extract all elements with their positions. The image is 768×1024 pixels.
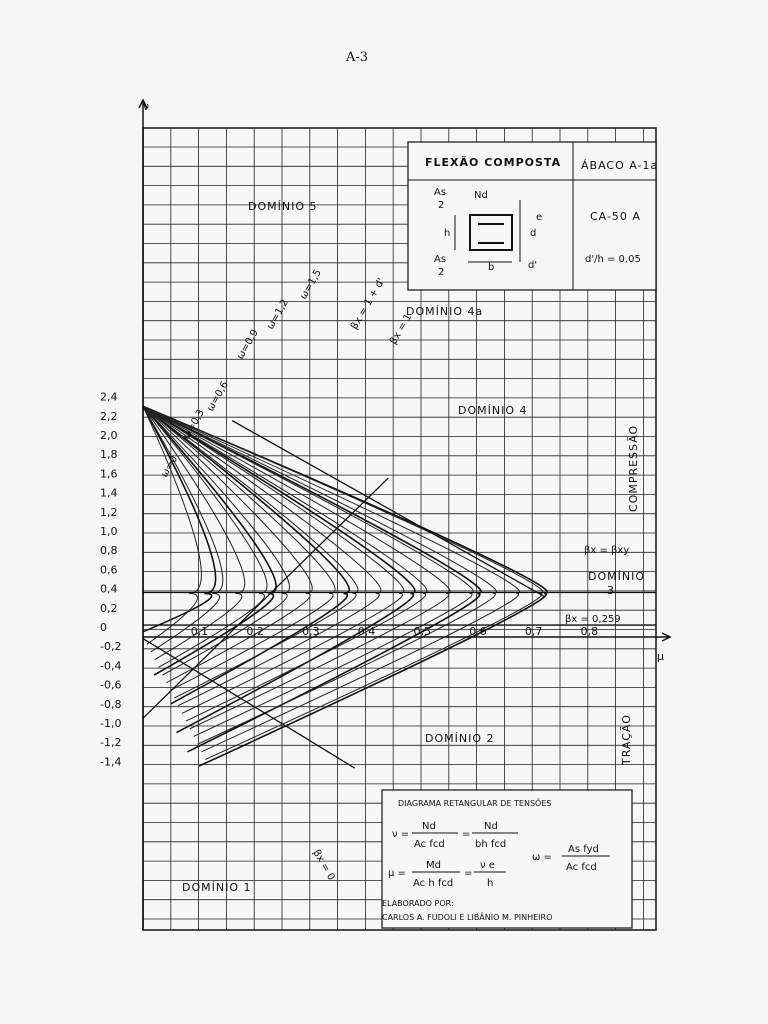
y-tick-label: 2,0 [100,429,118,442]
x-tick-label: 0,8 [580,625,599,638]
tick-labels [100,391,598,769]
w03-label: ω=0,3 [181,407,207,442]
steel-label: CA-50 A [590,210,641,223]
section-as-top: As [434,187,447,198]
y-tick-label: -0,6 [100,678,122,692]
nu-num2: Nd [484,821,498,832]
y-tick-label: 1,8 [100,448,118,462]
x-tick-label: 0,7 [524,625,543,638]
legend-title: DIAGRAMA RETANGULAR DE TENSÕES [398,799,552,808]
y-tick-label: 0,8 [100,544,118,558]
y-tick-label: 0 [100,621,107,634]
bx-0259-label: βx = 0,259 [565,614,621,625]
y-tick-label: 2,4 [100,390,118,404]
domain5-boundary [232,421,544,597]
x-tick-label: 0,6 [469,625,487,638]
nu-lhs: ν = [392,829,410,840]
y-tick-label: 1,0 [100,525,118,538]
w0-label: ω=0 [159,453,181,480]
x-tick-label: 0,1 [190,625,209,638]
dominio2-label: DOMÍNIO 2 [425,732,495,745]
bx-1-label: βx = 1 [388,312,415,347]
y-tick-label: -0,8 [100,697,122,711]
x-tick-label: 0,4 [357,625,376,638]
dominio3-num: 3 [607,584,615,597]
y-tick-label: 0,2 [100,601,118,615]
nu-den2: bh fcd [475,839,507,850]
ratio-label: d'/h = 0,05 [585,254,641,265]
bx-lim-label: βx = βxy [584,545,630,556]
dominio4-label: DOMÍNIO 4 [458,404,528,417]
x-tick-label: 0,5 [413,625,431,638]
omega-num: As fyd [568,844,599,855]
omega-curves [143,406,656,768]
y-tick-label: -1,0 [100,717,122,730]
dominio4a-label: DOMÍNIO 4a [406,305,484,318]
page-label: A-3 [346,50,369,65]
bx0-line [143,639,355,769]
section-as-bot-den: 2 [438,267,445,278]
y-axis-label: ν [143,100,151,113]
mu-num2: ν e [480,860,495,871]
section-d: d [530,228,537,239]
chart-title: FLEXÃO COMPOSTA [425,156,562,169]
nu-eq: = [462,829,471,840]
y-tick-label: 1,2 [100,505,118,519]
omega-curve-minor [143,406,520,752]
y-tick-label: -0,2 [100,640,122,654]
x-axis-label: μ [657,650,665,663]
y-tick-label: 1,4 [100,486,118,500]
y-tick-label: -1,2 [100,736,122,750]
y-tick-label: -1,4 [100,755,122,769]
section-as-bot: As [434,254,447,265]
section-b: b [488,262,495,273]
w15-label: ω=1,5 [298,267,324,302]
w06-label: ω=0,6 [205,379,231,414]
dominio1-label: DOMÍNIO 1 [182,881,252,894]
dominio5-label: DOMÍNIO 5 [248,200,318,213]
mu-eq: = [464,868,473,879]
dominio3-label: DOMÍNIO [588,570,645,583]
x-tick-label: 0,3 [302,625,320,638]
section-dprime: d' [528,260,538,271]
omega-den: Ac fcd [566,862,597,873]
section-as-top-den: 2 [438,200,445,211]
tracao-label: TRAÇÃO [620,714,633,765]
omega-curve-minor [143,406,312,682]
bx-0-label: βx = 0 [310,848,337,883]
y-tick-label: 0,6 [100,563,118,577]
omega-curve [143,406,481,752]
nu-den1: Ac fcd [414,839,445,850]
y-tick-label: 2,2 [100,409,118,423]
omega-curve-minor [143,406,335,690]
y-tick-label: 0,4 [100,582,118,596]
mu-num1: Md [426,860,441,871]
section-h: h [444,228,451,239]
nu-num1: Nd [422,821,436,832]
w09-label: ω=0,9 [235,327,261,362]
y-tick-label: 1,6 [100,467,118,481]
abaco-label: ÁBACO A-1a [581,159,659,172]
compressao-label: COMPRESSÃO [627,424,640,512]
section-e: e [536,212,543,223]
omega-lhs: ω = [532,852,552,863]
credit-line1: ELABORADO POR: [382,899,454,908]
x-tick-label: 0,2 [246,625,264,638]
credit-line2: CARLOS A. FUDOLI E LIBÂNIO M. PINHEIRO [382,913,553,922]
section-nd: Nd [474,190,488,201]
mu-lhs: μ = [388,868,406,879]
y-tick-label: -0,4 [100,659,122,673]
bx-1d-label: βx = 1 + d' [349,276,388,332]
mu-den1: Ac h fcd [413,878,454,889]
omega-curve-minor [143,406,497,744]
mu-den2: h [487,878,494,889]
w12-label: ω=1,2 [265,297,291,332]
